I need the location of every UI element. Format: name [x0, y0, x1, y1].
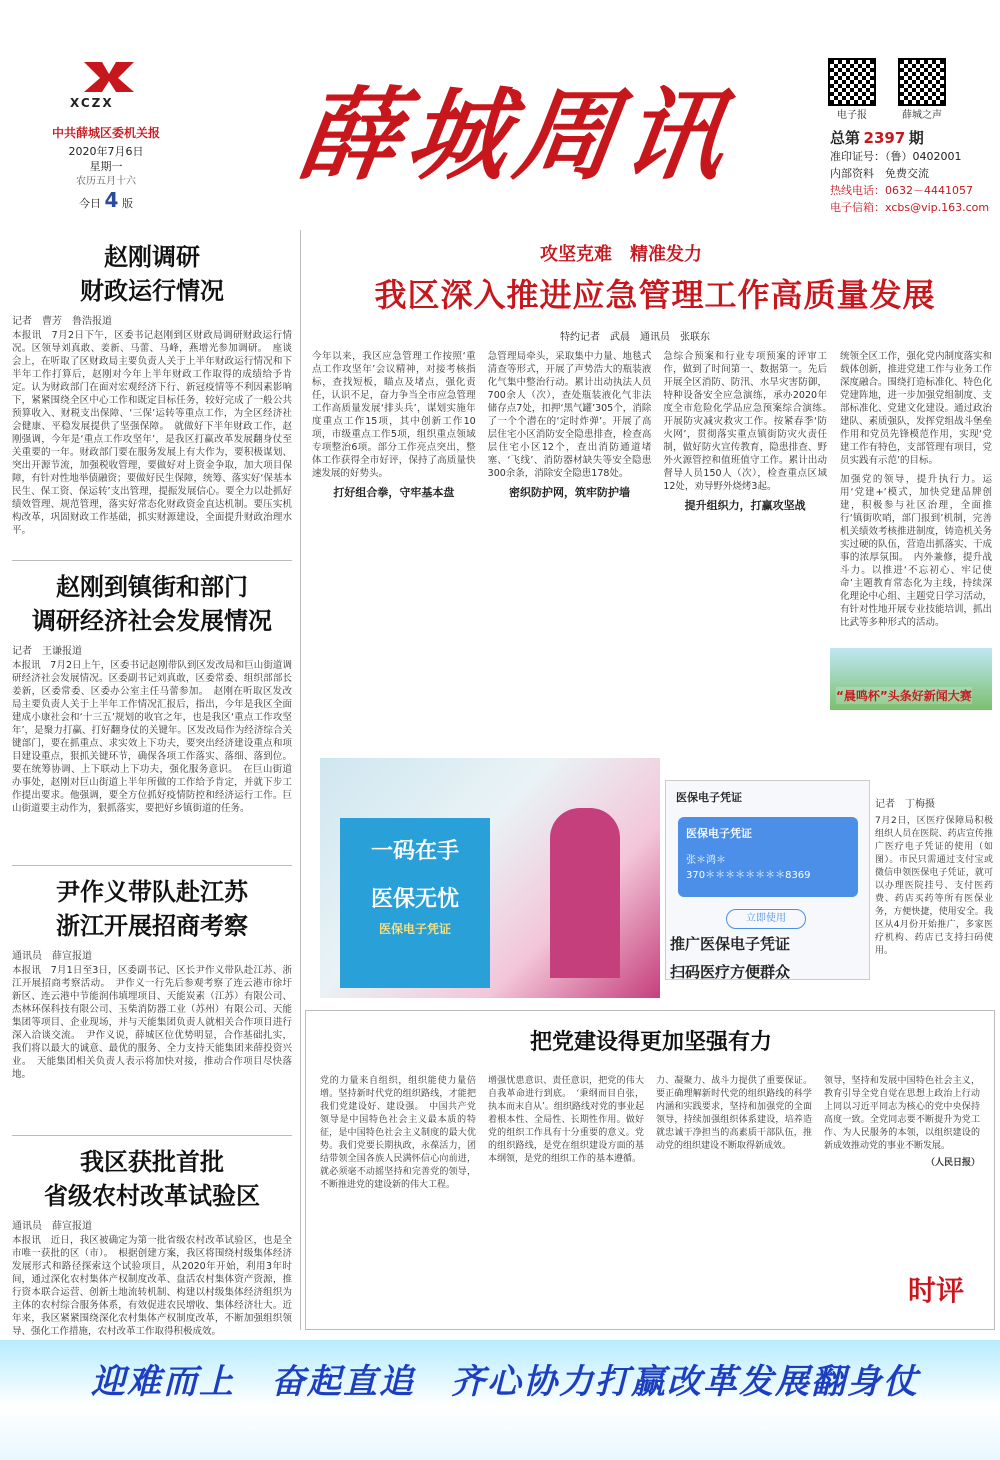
- editorial-source: （人民日报）: [925, 1158, 980, 1168]
- article-body: 本报讯 7月2日下午，区委书记赵刚到区财政局调研财政运行情况。区领导刘真敢、姜新、马蕾、马峰，燕增光参加调研。 座谈会上，在听取了区财政局主要负责人关于上半年财政运行情况和下半年工作打算后，赵刚对今年上半年财政工作取得的成绩给予肯定。认为财政部门在面对宏观经济下行、新冠疫情等不利因素影响下，紧紧围绕全区中心工作和既定目标任务，较好完成了一般公共预算收入、财税支出保障、‘三保’运转等重点工作，为全区经济社会健康、平稳发展提供了坚强保障。 就做好下半年财政工作，赵刚强调，今年是‘重点工作攻坚年’，是我区打赢改革发展翻身仗至关重要的一年。财政部门要在服务发展上有大作为，要积极谋划、突出开源节流，加强税收管理，要做好对上资金争取，加大项目保障，有针对性地举债融资；要做好民生保障，统筹、落实好‘保基本民生、保工资、保运转’支出管理，提振发展信心。要全力以赴抓好绩效管理、规范管理，落实好常态化财政资金直达机制。要压实机构改革，巩固财政工作基础，抓实财源建设，全面提升财政治理水平。: [12, 330, 292, 536]
- byline: 通讯员 薛宣报道: [12, 1221, 92, 1232]
- byline: 通讯员 薛宣报道: [12, 951, 92, 962]
- editorial-columns: 党的力量来自组织，组织能使力量倍增。坚持新时代党的组织路线，才能把我们党建设好、建设强。 中国共产党领导是中国特色社会主义最本质的特征，是中国特色社会主义制度的最大优势。我们党要长期执政，永葆活力，团结带领全国各族人民满怀信心向前进，就必须毫不动摇坚持和完善党的领导，不断推进党的建设新的伟大工程。 增强忧患意识、责任意识，把党的伟大自我革命进行到底。 ‘秉纲而目自张，执本而末自从’。组织路线对党的事业起着根本性、全局性、长期性作用。做好党的组织工作具有十分重要的意义。党的组织路线，是党在组织建设方面的基本纲领，是党的组织工作的基本遵循。 力、凝聚力、战斗力提供了重要保证。要正确理解新时代党的组织路线的科学内涵和实践要求，坚持和加强党的全面领导，持续加强组织体系建设，培养造就忠诚干净担当的高素质干部队伍，推动党的组织建设不断取得新成效。 领导，坚持和发展中国特色社会主义，教育引导全党自觉在思想上政治上行动上同以习近平同志为核心的党中央保持高度一致。全党同志要不断提升为党工作、为人民服务的本领，以组织建设的新成效推动党的事业不断发展。 （人民日报）: [320, 1076, 980, 1190]
- email: 电子信箱：xcbs@vip.163.com: [830, 201, 990, 214]
- byline: 记者 丁梅摄: [875, 799, 935, 810]
- subhead: 密织防护网，筑牢防护墙: [509, 486, 630, 499]
- qr-code-icon: [898, 58, 946, 106]
- headline: 我区获批首批 省级农村改革试验区: [44, 1148, 260, 1210]
- main-kicker: 攻坚克难 精准发力: [540, 244, 702, 265]
- headline: 赵刚到镇街和部门 调研经济社会发展情况: [32, 573, 272, 635]
- story-investment: [12, 875, 292, 1114]
- story-finance: [12, 240, 292, 549]
- lunar-date: 农历五月十六: [76, 176, 136, 187]
- qr-voice[interactable]: 薛城之声: [898, 58, 946, 121]
- byline: 记者 王谦报道: [12, 646, 82, 657]
- footer-banner: [0, 1340, 1000, 1460]
- right-column-text: 统领全区工作，强化党内制度落实和载体创新，推进党建工作与业务工作深度融合。围绕打造标准化、特色化党建阵地，进一步加强党组制度、支部标准化、党建文化建设。通过政治建队、素质强队，发挥党组战斗堡垒作用和党员先锋模范作用，实现‘党建工作有特色，支部管理有项目，党员实践有示范’的目标。 加强党的领导，提升执行力。运用‘党建+’模式，加快党建品牌创建，积极参与社区治理，全面推行‘镇街吹哨，部门报到’机制，完善机关绩效考核推进制度，铸造机关务实过硬的队伍，营造出抓落实、干成事的浓厚氛围。 内外兼修，提升战斗力。以推进‘不忘初心、牢记使命’主题教育常态化为主线，持续深化理论中心组、主题党日学习活动，有针对性地开展专业技能培训，抓出比武等多种形式的活动。: [840, 351, 993, 628]
- permit: 准印证号：（鲁）0402001: [830, 150, 962, 163]
- divider: [12, 865, 292, 866]
- hotline: 热线电话：0632－4441057: [830, 184, 973, 197]
- internal-note: 内部资料 免费交流: [830, 167, 929, 180]
- subhead: 提升组织力，打赢攻坚战: [684, 499, 806, 512]
- issue-info: [830, 130, 990, 216]
- logo-text: XCZX: [70, 96, 114, 110]
- footer-slogan: 迎难而上 奋起直追 齐心协力打赢改革发展翻身仗: [91, 1362, 919, 1402]
- news-photo: [320, 758, 660, 998]
- pages-today: 今日 4 版: [79, 188, 133, 212]
- main-byline: 特约记者 武晨 通讯员 张联东: [560, 332, 710, 343]
- editorial-title: 把党建设得更加坚强有力: [529, 1030, 772, 1055]
- column-divider: [300, 230, 301, 1330]
- main-column: 今年以来，我区应急管理工作按照‘重点工作攻坚年’会议精神，对接考核指标，查找短板，瞄点及堵点，强化责任，认识不足，奋力争当全市应急管理工作高质量发展‘排头兵’，谋划实施年度重点工作15项，其中创新工作10项，市级重点工作5项，组织重点领域专项整治6项。部分工作亮点突出，整体工作获得全市好评，保持了高质量快速发展的好势头。 打好组合拳，守牢基本盘: [312, 351, 476, 499]
- main-headline: 我区深入推进应急管理工作高质量发展: [374, 276, 936, 314]
- person-figure: [550, 808, 620, 978]
- xc-logo-icon: [80, 60, 138, 94]
- date-block: [26, 144, 186, 189]
- story-rural-reform: [12, 1145, 292, 1369]
- qr-epaper[interactable]: 电子报: [828, 58, 876, 121]
- date: 2020年7月6日: [68, 145, 144, 158]
- editorial-section: [305, 1010, 995, 1330]
- divider: [12, 1135, 292, 1136]
- headline: 赵刚调研 财政运行情况: [80, 243, 224, 305]
- promo-banner[interactable]: [830, 648, 992, 710]
- photo-side-text: 记者 丁梅摄 7月2日，区医疗保障局积极组织人员在医院、药店宣传推广医疗电子凭证的使用（如图）。市民只需通过支付宝或微信申领医保电子凭证，就可以办理医院挂号、支付医药费、药店买药等所有医保业务，方便快捷，使用安全。我区从4月份开始推广，多家医疗机构、药店已支持扫码使用。: [875, 799, 993, 956]
- weekday: 星期一: [89, 160, 123, 173]
- main-story-columns: [312, 350, 837, 750]
- newspaper-logo: [52, 60, 172, 115]
- story-research: [12, 570, 292, 849]
- commentary-tag: 时评: [907, 1274, 964, 1307]
- byline: 记者 曹芳 鲁浩报道: [12, 316, 112, 327]
- use-now-button[interactable]: 立即使用: [726, 909, 806, 929]
- party-paper-label: 中共薛城区委机关报: [51, 126, 160, 140]
- divider: [12, 560, 292, 561]
- qr-code-icon: [828, 58, 876, 106]
- paper-title: 薛城周讯: [291, 76, 741, 194]
- headline: 尹作义带队赴江苏 浙江开展招商考察: [56, 878, 248, 940]
- photo-caption: 推广医保电子凭证 扫码医疗方便群众: [670, 935, 791, 981]
- promo-text: “晨鸣杯”头条好新闻大赛: [836, 689, 972, 703]
- article-body: 本报讯 7月1日至3日，区委副书记、区长尹作义带队赴江苏、浙江开展招商考察活动。 尹作义一行先后参观考察了连云港市徐圩新区、连云港中节能润伟填埋项目、天能炭素（江苏）有限公司、杰林环保科技有限公司、玉柴消防器工业（苏州）有限公司、天能集团等项目、企业现场，并与天能集团负责人就相关合作项目进行深入洽谈交流。 尹作义说，薛城区位优势明显，合作基础扎实，我们将以最大的诚意、最优的服务、全力支持天能集团来薛投资兴业。 天能集团相关负责人表示将加快对接，推动合作项目尽快落地。: [12, 965, 292, 1080]
- article-body: 本报讯 7月2日上午，区委书记赵刚带队到区发改局和巨山街道调研经济社会发展情况。区委副书记刘真敢，区委常委、组织部部长姜新，区委常委、区委办公室主任马蕾参加。 赵刚在听取区发改局主要负责人关于上半年工作情况汇报后，指出，今年是我区全面建成小康社会和‘十三五’规划的收官之年，也是我区‘重点工作攻坚年’，是聚力打赢、打好翻身仗的关键年。区发改局作为经济综合关键部门，要在抓重点、求实效上下功夫，要突出经济建设重点和项目建设重点，狠抓关键环节，确保各项工作落实、落细、落到位。要在统筹协调、上下联动上下功夫，强化服务意识。 在巨山街道办事处，赵刚对巨山街道上半年所做的工作给予肯定，并就下步工作提出要求。他强调，要全方位抓好疫情防控和经济运行工作。巨山街道要主动作为，狠抓落实，要把好乡镇街道的任务。: [12, 660, 292, 814]
- main-column: 急管理局牵头，采取集中力量、地毯式清查等形式，开展了声势浩大的瓶装液化气集中整治行动。累计出动执法人员700余人（次），查处瓶装液化气非法储存点7处，扣押‘黑气罐’305个，消除了一个个潜在的‘定时炸弹’。开展了高层住宅小区消防安全隐患排查，检查高层住宅小区12个，查出消防通道堵塞、‘飞线’、消防器材缺失等安全隐患300余条，消除安全隐患178处。 密织防护网，筑牢防护墙: [487, 351, 652, 499]
- app-title: 医保电子凭证: [676, 791, 742, 804]
- pages-count: 4: [104, 188, 119, 212]
- photo-sign: 一码在手 医保无忧 医保电子凭证: [340, 818, 490, 988]
- masthead: [0, 0, 1000, 230]
- subhead: 打好组合拳，守牢基本盘: [333, 486, 455, 499]
- insurance-card: 医保电子凭证 张＊鸿＊ 370＊＊＊＊＊＊＊＊8369: [678, 817, 858, 897]
- main-column: 急综合预案和行业专项预案的评审工作，做到了时间第一、数据第一。先后开展全区消防、防汛、水旱灾害防御，特种设备安全应急演练，承办2020年度全市危险化学品应急预案综合演练。 开展防灾减灾救灾工作。按紧春季‘防火网’，贯彻落实重点镇街防灾火责任制，做好防火宣传教育，隐患排查、野外火源管控和值班值守工作。累计出动督导人员150人（次），检查重点区域12处，劝导野外烧烤3起。 提升组织力，打赢攻坚战: [663, 351, 837, 512]
- issue-number: 总第 2397 期: [830, 129, 924, 147]
- article-body: 本报讯 近日，我区被确定为第一批省级农村改革试验区，也是全市唯一获批的区（市）。 根据创建方案，我区将围绕村级集体经济发展形式和路径探索这个试验项目，从2020年开始，利用3年时间，通过深化农村集体产权制度改革、盘活农村集体资产资源，推行资本联合运营、创新土地流转机制、构建以村级集体经济组织为主体的农村综合服务体系，有效促进农民增收、集体经济壮大。近年来，我区紧紧围绕深化农村集体产权制度改革，不断加强组织领导、强化工作措施，农村改革工作取得积极成效。: [12, 1235, 292, 1337]
